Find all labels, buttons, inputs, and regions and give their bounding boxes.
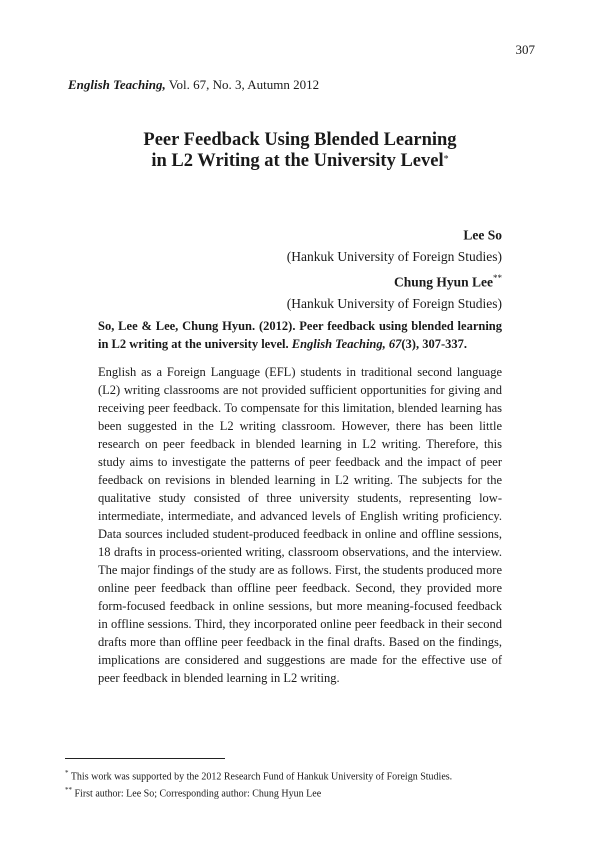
journal-details: Vol. 67, No. 3, Autumn 2012 <box>165 77 320 92</box>
title-footnote-mark: * <box>443 154 449 165</box>
journal-name: English Teaching, <box>68 77 166 92</box>
page-number: 307 <box>515 42 535 57</box>
author-2-name: Chung Hyun Lee** <box>393 272 502 289</box>
title-line-1: Peer Feedback Using Blended Learning <box>143 130 457 150</box>
footnote-divider <box>65 758 225 759</box>
author-1-name: Lee So <box>463 227 502 243</box>
author-block <box>287 221 502 314</box>
citation: So, Lee & Lee, Chung Hyun. (2012). Peer feedback using blended learning in L2 writing at the university level. English Teaching, 67(3), 307-337. <box>98 319 502 351</box>
footnotes <box>65 767 452 801</box>
citation-journal: English Teaching, 67 <box>291 337 402 351</box>
author-2-footnote-mark: ** <box>493 272 502 283</box>
journal-header <box>68 77 319 93</box>
footnote-2: ** First author: Lee So; Corresponding author: Chung Hyun Lee <box>65 785 322 800</box>
paper-title <box>0 130 600 172</box>
footnote-1: * This work was supported by the 2012 Research Fund of Hankuk University of Foreign Studies. <box>65 769 453 783</box>
author-1-affiliation: (Hankuk University of Foreign Studies) <box>286 249 502 264</box>
title-line-2-text: in L2 Writing at the University Level <box>151 151 444 171</box>
title-line-2 <box>0 151 600 172</box>
author-2-affiliation: (Hankuk University of Foreign Studies) <box>286 295 502 311</box>
abstract: English as a Foreign Language (EFL) students in traditional second language (L2) writing classrooms are not provided sufficient opportunities for giving and receiving peer feedback. To compensate for this limitation, blended learning has been suggested in the L2 writing classroom. However, there has been little research on peer feedback in blended learning in L2 writing. Therefore, this study aims to investigate the patterns of peer feedback and the impact of peer feedback on revisions in blended learning in L2 writing. The subjects for the qualitative study consisted of three university students, representing low- intermediate, intermediate, and advanced levels of English writing proficiency. Data sources included student-produced feedback in online and offline sessions, 18 drafts in process-oriented writing, classroom observations, and the interview. The major findings of the study are as follows. First, the students produced more online peer feedback than offline peer feedback. Second, they provided more form-focused feedback in online sessions, but more meaning-focused feedback in offline sessions. Third, they incorporated online peer feedback in their second drafts more than offline peer feedback in the final drafts. Based on the findings, implications are considered and suggestions are made for the effective use of peer feedback in blended learning in L2 writing. <box>98 365 502 685</box>
